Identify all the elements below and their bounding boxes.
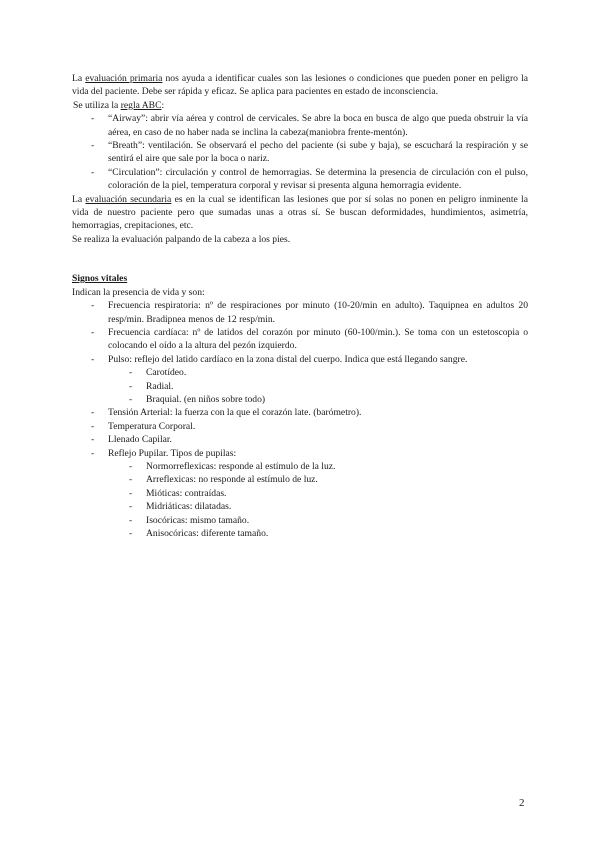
vital-sign-text: Frecuencia respiratoria: nº de respiraciones por minuto (10-20/min en adulto). Taquipnea en adultos 20 resp/min. Bradipnea menos de 12 resp/min. xyxy=(108,300,528,325)
vital-sign-sublist xyxy=(108,460,528,540)
vital-signs-list xyxy=(72,299,528,540)
vital-sign-text: Llenado Capilar. xyxy=(108,434,172,446)
primary-evaluation-term: evaluación primaria xyxy=(85,73,163,84)
vital-sign-item xyxy=(72,433,528,446)
vital-sign-subitem: - Arreflexicas: no responde al estímulo de luz. xyxy=(126,473,528,486)
abc-item: - “Circulation”: circulación y control de hemorragias. Se determina la presencia de circulación con el pulso, coloración de la piel, temperatura corporal y revisar si presenta alguna hemorragia evidente. xyxy=(72,166,528,193)
vital-sign-subitem: - Midriáticas: dilatadas. xyxy=(126,500,528,513)
vital-sign-item xyxy=(72,406,528,419)
vital-sign-text: Frecuencia cardíaca: nº de latidos del corazón por minuto (60-100/min.). Se toma con un estetoscopia o colocando el oído a la altura del pezón izquierdo. xyxy=(108,326,528,352)
vital-signs-heading: Signos vitales xyxy=(72,273,128,285)
vital-sign-text: Temperatura Corporal. xyxy=(108,420,196,432)
vital-sign-subitem: - Mióticas: contraídas. xyxy=(126,487,528,500)
vital-sign-subitem: - Carotídeo. xyxy=(126,366,528,379)
vital-sign-subitem: - Radial. xyxy=(126,380,528,393)
abc-rule-intro: Se utiliza la regla ABC: xyxy=(73,99,165,111)
abc-rule-term: regla ABC xyxy=(120,99,162,111)
page-number: 2 xyxy=(519,797,525,809)
primary-evaluation-paragraph: La evaluación primaria nos ayuda a identificar cuales son las lesiones o condiciones que pueden poner en peligro la vida del paciente. Debe ser rápida y eficaz. Se aplica para pacientes en estado de inconsciencia. xyxy=(72,73,528,98)
page-content xyxy=(72,72,528,540)
abc-list xyxy=(72,112,528,192)
abc-item: - “Breath”: ventilación. Se observará el pecho del paciente (si sube y baja), se escuchará la respiración y se sentirá el aire que sale por la boca o nariz. xyxy=(72,139,528,166)
vital-sign-item xyxy=(72,420,528,433)
secondary-evaluation-paragraph: La evaluación secundaria es en la cual se identifican las lesiones que por sí solas no ponen en peligro inminente la vida de nuestro paciente pero que sumadas unas a otras sí. Se buscan deformidades, hundimientos, asimetría, hemorragias, crepitaciones, etc. xyxy=(72,193,528,232)
vital-sign-subitem: - Anisocóricas: diferente tamaño. xyxy=(126,527,528,540)
vital-sign-item xyxy=(72,447,528,541)
vital-sign-subitem: - Braquial. (en niños sobre todo) xyxy=(126,393,528,406)
vital-sign-text: Tensión Arterial: la fuerza con la que el corazón late. (barómetro). xyxy=(108,407,362,419)
palpation-paragraph: Se realiza la evaluación palpando de la cabeza a los pies. xyxy=(72,233,291,245)
vital-signs-intro: Indican la presencia de vida y son: xyxy=(72,286,205,298)
vital-sign-sublist xyxy=(108,366,528,406)
vital-sign-item xyxy=(72,326,528,353)
vital-sign-text: Pulso: reflejo del latido cardíaco en la zona distal del cuerpo. Indica que está llegando sangre. xyxy=(108,353,468,365)
vital-sign-item xyxy=(72,353,528,407)
vital-sign-text: Reflejo Pupilar. Tipos de pupilas: xyxy=(108,447,237,459)
vital-sign-subitem: - Normorreflexicas: responde al estímulo de la luz. xyxy=(126,460,528,473)
vital-sign-subitem: - Isocóricas: mismo tamaño. xyxy=(126,514,528,527)
abc-item: - “Airway”: abrir vía aérea y control de cervicales. Se abre la boca en busca de algo que pueda obstruir la vía aérea, en caso de no haber nada se inclina la cabeza(maniobra frente-mentón). xyxy=(72,112,528,139)
secondary-evaluation-term: evaluación secundaria xyxy=(85,193,172,205)
vital-sign-item xyxy=(72,299,528,326)
